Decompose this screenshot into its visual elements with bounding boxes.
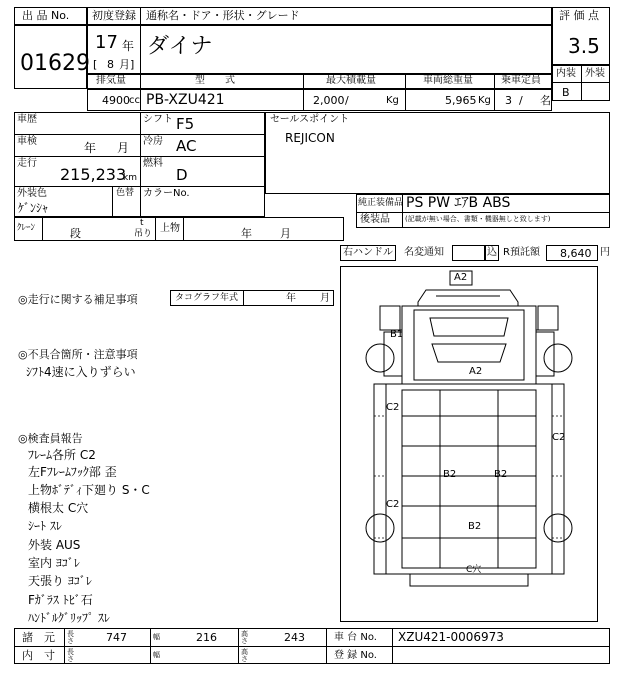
name-label: 通称名・ドア・形状・グレード [146, 9, 300, 22]
name-change-box [452, 245, 485, 261]
color: ｹﾞﾝｼｬ [18, 201, 49, 215]
damage-mark-left-lower: C2 [386, 499, 400, 510]
score-label: 評 価 点 [559, 9, 599, 22]
gvw-unit: Kg [478, 95, 491, 106]
upper-year-unit: 年 [241, 227, 252, 240]
model: PB-XZU421 [146, 92, 225, 108]
inspector-line: ﾊﾝﾄﾞﾙｸﾞﾘｯﾌﾟ ｽﾚ [28, 611, 110, 625]
damage-mark-bed-left: B2 [443, 469, 457, 480]
inspector-line: 左Fﾌﾚｰﾑﾌｯｸ部 歪 [28, 465, 117, 479]
load: 2,000 [313, 94, 345, 107]
dims-label: 諸 元 [22, 631, 55, 644]
inspector-line: 室内 ﾖｺﾞﾚ [28, 556, 80, 570]
inspector-line: 天張り ﾖｺﾞﾚ [28, 574, 92, 588]
crane-label: ｸﾚｰﾝ [17, 223, 36, 233]
reg-month-unit: 月] [119, 58, 135, 71]
yen: 円 [600, 247, 610, 258]
defects-line: ｼﾌﾄ4速に入りずらい [26, 365, 136, 379]
inspector-line: 上物ﾎﾞﾃﾞｨ下廻り S・C [28, 483, 150, 497]
crane-ton-unit: t [140, 218, 144, 228]
displacement-unit: cc [129, 95, 140, 106]
load-unit: Kg [386, 95, 399, 106]
capacity-label: 乗車定員 [501, 75, 541, 86]
mileage-unit: km [123, 173, 137, 183]
displacement-label: 排気量 [96, 75, 126, 86]
damage-mark-cab-left: B1 [390, 329, 404, 340]
inspector-line: 横根太 C穴 [28, 501, 89, 515]
reg-month-open: [ [93, 58, 98, 71]
interior-grade: B [562, 86, 570, 99]
mileage-label: 走行 [17, 158, 37, 169]
shift-label: シフト [143, 114, 173, 125]
capacity: 3 [505, 94, 512, 107]
name-change-label: 名変通知 [404, 247, 444, 258]
fuel: D [176, 166, 188, 184]
in-length-label: 長さ [67, 648, 74, 663]
chassis: XZU421-0006973 [398, 630, 504, 644]
interior-dims-label: 内 寸 [22, 649, 55, 662]
capacity-sep: / [519, 94, 523, 107]
ac-label: 冷房 [143, 136, 163, 147]
recycle-label: R預託額 [503, 247, 540, 258]
recycle-amount: 8,640 [560, 247, 592, 260]
damage-mark-cab-center: A2 [469, 366, 483, 377]
deposit-mark: 込 [487, 247, 497, 258]
color-no-label2: カラーNo. [143, 188, 190, 199]
sales-point-label: セールスポイント [270, 114, 350, 125]
interior-label: 内装 [556, 68, 576, 79]
shift: F5 [176, 115, 195, 133]
gvw: 5,965 [445, 94, 477, 107]
mileage: 215,233 [60, 165, 127, 184]
inspection-label: 車検 [17, 136, 37, 147]
running-title: ◎走行に関する補足事項 [18, 293, 138, 306]
in-width-label: 幅 [153, 651, 160, 659]
width: 216 [196, 631, 217, 644]
damage-mark-right-upper: C2 [552, 432, 566, 443]
upper-label: 上物 [160, 223, 180, 234]
inspector-title: ◎検査員報告 [18, 432, 83, 445]
load-sep: / [345, 94, 349, 107]
reg-year: 17 [95, 32, 118, 53]
upper-month-unit: 月 [280, 227, 291, 240]
defects-title: ◎不具合箇所・注意事項 [18, 348, 138, 361]
in-height-label: 高さ [241, 648, 248, 663]
reg-label: 登 録 No. [334, 650, 377, 661]
chassis-label: 車 台 No. [334, 632, 377, 643]
crane-lift-unit: 吊り [134, 229, 153, 239]
color-label: 外装色 [17, 188, 47, 199]
damage-mark-left-upper: C2 [386, 402, 400, 413]
first-reg-label: 初度登録 [92, 9, 136, 22]
load-label: 最大積載量 [326, 75, 376, 86]
width-label: 幅 [153, 633, 160, 641]
lot-no: 01629 [20, 51, 90, 76]
height-label: 高さ [241, 630, 248, 645]
capacity-unit: 名 [540, 94, 551, 107]
length: 747 [106, 631, 127, 644]
sales-point: REJICON [285, 131, 335, 145]
damage-mark-bed-lower: B2 [468, 521, 482, 532]
car-name: ダイナ [147, 34, 213, 59]
gvw-label: 車両総重量 [423, 75, 473, 86]
tacho-month: 月 [320, 293, 330, 304]
height: 243 [284, 631, 305, 644]
inspection-month-unit: 月 [117, 141, 130, 155]
lot-no-label: 出 品 No. [22, 9, 70, 22]
length-label: 長さ [67, 630, 74, 645]
tacho-year: 年 [286, 293, 296, 304]
score: 3.5 [568, 34, 600, 58]
displacement: 4900 [102, 94, 130, 107]
tacho-label: タコグラフ年式 [175, 293, 239, 303]
aftermarket-label: 後装品 [360, 214, 390, 225]
handle: 右ハンドル [343, 247, 393, 258]
equipment: PS PW ｴｱB ABS [406, 195, 511, 211]
inspector-line: ｼｰﾄ ｽﾚ [28, 519, 62, 533]
history-label: 車歴 [17, 114, 37, 125]
reg-month: 8 [107, 58, 114, 71]
specs-header [87, 74, 552, 89]
damage-mark-bed-right: B2 [494, 469, 508, 480]
reg-year-unit: 年 [122, 39, 135, 53]
exterior-label: 外装 [585, 68, 605, 79]
damage-mark-rear: C穴 [466, 565, 482, 575]
inspector-line: Fｶﾞﾗｽ ﾄﾋﾞ石 [28, 593, 93, 607]
crane-stage-unit: 段 [70, 227, 81, 240]
ac: AC [176, 137, 197, 155]
damage-mark-windshield: A2 [454, 272, 468, 283]
fuel-label: 燃料 [143, 158, 163, 169]
inspector-line: 外装 AUS [28, 538, 81, 552]
inspection-year-unit: 年 [84, 141, 97, 155]
inspector-line: ﾌﾚｰﾑ各所 C2 [28, 448, 96, 462]
model-label: 型 式 [195, 75, 235, 86]
color-no-label: 色替 [116, 188, 135, 198]
equipment-label: 純正装備品 [358, 198, 404, 208]
aftermarket-note: (記載が無い場合、書類・機器無しと致します) [405, 215, 551, 223]
